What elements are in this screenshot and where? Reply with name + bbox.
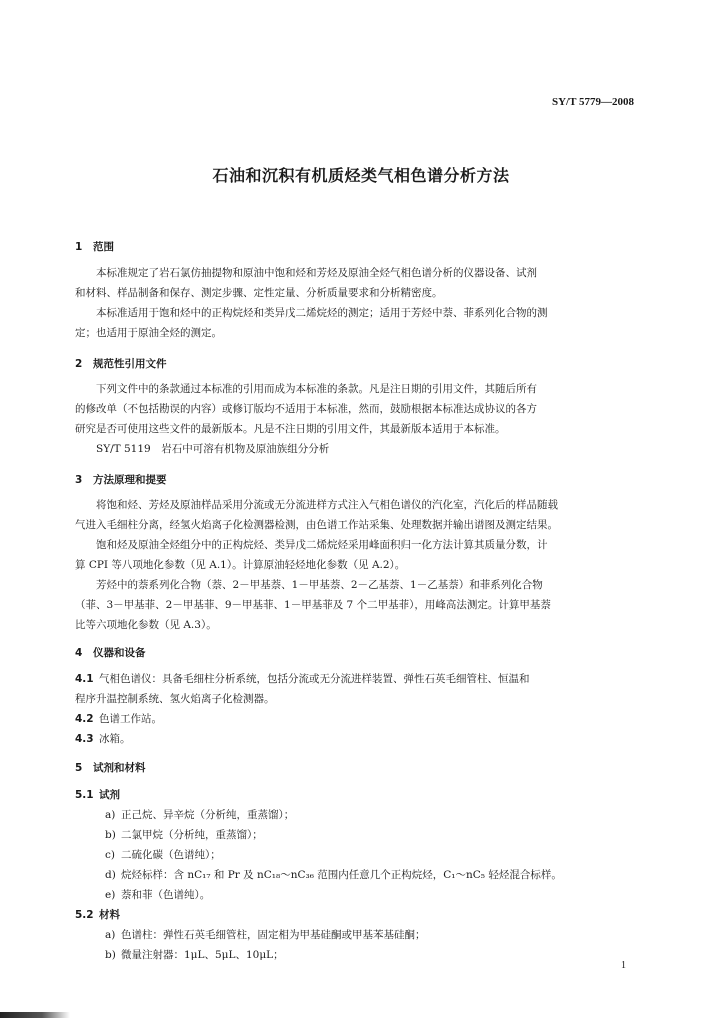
list-item-label: a)	[105, 929, 116, 941]
section-number: 2	[75, 358, 83, 370]
list-item-text: 色谱柱：弹性石英毛细管柱，固定相为甲基硅酮或甲基苯基硅酮；	[121, 929, 426, 941]
clause-number: 4.2	[75, 713, 94, 725]
paragraph-line: 比等六项地化参数（见 A.3）。	[75, 619, 217, 631]
list-item	[105, 807, 294, 822]
paragraph-line: 程序升温控制系统、氢火焰离子化检测器。	[75, 693, 275, 705]
list-item	[105, 927, 426, 942]
list-item	[105, 887, 210, 902]
paragraph-line: 和材料、样品制备和保存、测定步骤、定性定量、分析质量要求和分析精密度。	[75, 287, 443, 299]
clause-text: 色谱工作站。	[99, 713, 162, 725]
section-3-heading	[75, 472, 167, 487]
clause-number: 5.2	[75, 909, 94, 921]
section-number: 1	[75, 241, 83, 253]
list-item	[105, 827, 263, 842]
clause-number: 5.1	[75, 789, 94, 801]
list-item-text: 二氯甲烷（分析纯，重蒸馏）；	[121, 829, 263, 841]
list-item-text: 正己烷、异辛烷（分析纯，重蒸馏）；	[121, 809, 295, 821]
section-title: 方法原理和提要	[93, 474, 167, 486]
paragraph-line: 下列文件中的条款通过本标准的引用而成为本标准的条款。凡是注日期的引用文件，其随后所有	[96, 383, 537, 395]
clause-number: 4.1	[75, 673, 94, 685]
document-title: 石油和沉积有机质烃类气相色谱分析方法	[212, 166, 510, 185]
list-item-label: d)	[105, 869, 116, 881]
list-item	[105, 867, 562, 882]
paragraph-line: 本标准规定了岩石氯仿抽提物和原油中饱和烃和芳烃及原油全烃气相色谱分析的仪器设备、试剂	[96, 267, 537, 279]
standard-code: SY/T 5779—2008	[551, 96, 634, 108]
section-title: 范围	[93, 241, 114, 253]
section-2-heading	[75, 356, 167, 371]
list-item-text: 二硫化碳（色谱纯）；	[121, 849, 221, 861]
section-number: 5	[75, 762, 83, 774]
clause-text: 气相色谱仪：具备毛细柱分析系统，包括分流或无分流进样装置、弹性石英毛细管柱、恒温和	[99, 673, 530, 685]
normative-reference: SY/T 5119 岩石中可溶有机物及原油族组分分析	[96, 443, 330, 455]
paragraph-line: 研究是否可使用这些文件的最新版本。凡是不注日期的引用文件，其最新版本适用于本标准。	[75, 423, 506, 435]
section-title: 试剂和材料	[93, 762, 146, 774]
page-number: 1	[621, 960, 626, 971]
section-title: 仪器和设备	[93, 647, 146, 659]
section-title: 规范性引用文件	[93, 358, 167, 370]
section-number: 4	[75, 647, 83, 659]
list-item	[105, 947, 284, 962]
clause-5-1	[75, 787, 120, 802]
clause-number: 4.3	[75, 733, 94, 745]
paragraph-line: 饱和烃及原油全烃组分中的正构烷烃、类异戊二烯烷烃采用峰面积归一化方法计算其质量分数，计	[96, 539, 548, 551]
list-item-label: c)	[105, 849, 115, 861]
clause-4-1	[75, 671, 530, 686]
paragraph-line: 的修改单（不包括勘误的内容）或修订版均不适用于本标准，然而，鼓励根据本标准达成协议的各方	[75, 403, 537, 415]
paragraph-line: 气进入毛细柱分离，经氢火焰离子化检测器检测，由色谱工作站采集、处理数据并输出谱图及测定结果。	[75, 519, 558, 531]
section-1-heading	[75, 239, 114, 254]
clause-5-2	[75, 907, 120, 922]
section-number: 3	[75, 474, 83, 486]
clause-4-3	[75, 731, 131, 746]
list-item-text: 萘和菲（色谱纯）。	[121, 889, 211, 901]
clause-title: 材料	[99, 909, 120, 921]
list-item-text: 烷烃标样：含 nC₁₇ 和 Pr 及 nC₁₈～nC₃₆ 范围内任意几个正构烷烃，C₁～nC₅ 轻烃混合标样。	[121, 869, 562, 881]
paragraph-line: 将饱和烃、芳烃及原油样品采用分流或无分流进样方式注入气相色谱仪的汽化室，汽化后的样品随载	[96, 499, 558, 511]
list-item-label: b)	[105, 829, 116, 841]
clause-title: 试剂	[99, 789, 120, 801]
paragraph-line: 本标准适用于饱和烃中的正构烷烃和类异戊二烯烷烃的测定；适用于芳烃中萘、菲系列化合物的测	[96, 307, 548, 319]
paragraph-line: （菲、3－甲基菲、2－甲基菲、9－甲基菲、1－甲基菲及 7 个二甲基菲），用峰高法测定。计算甲基萘	[75, 599, 551, 611]
list-item-label: e)	[105, 889, 116, 901]
list-item-label: a)	[105, 809, 116, 821]
section-5-heading	[75, 760, 146, 775]
list-item	[105, 847, 221, 862]
list-item-label: b)	[105, 949, 116, 961]
list-item-text: 微量注射器：1μL、5μL、10μL；	[121, 949, 284, 961]
section-4-heading	[75, 645, 146, 660]
paragraph-line: 芳烃中的萘系列化合物（萘、2－甲基萘、1－甲基萘、2－乙基萘、1－乙基萘）和菲系列化合物	[96, 579, 543, 591]
scan-artifact	[0, 1012, 70, 1018]
paragraph-line: 算 CPI 等八项地化参数（见 A.1）。计算原油轻烃地化参数（见 A.2）。	[75, 559, 406, 571]
clause-text: 冰箱。	[99, 733, 131, 745]
paragraph-line: 定；也适用于原油全烃的测定。	[75, 327, 222, 339]
clause-4-2	[75, 711, 162, 726]
